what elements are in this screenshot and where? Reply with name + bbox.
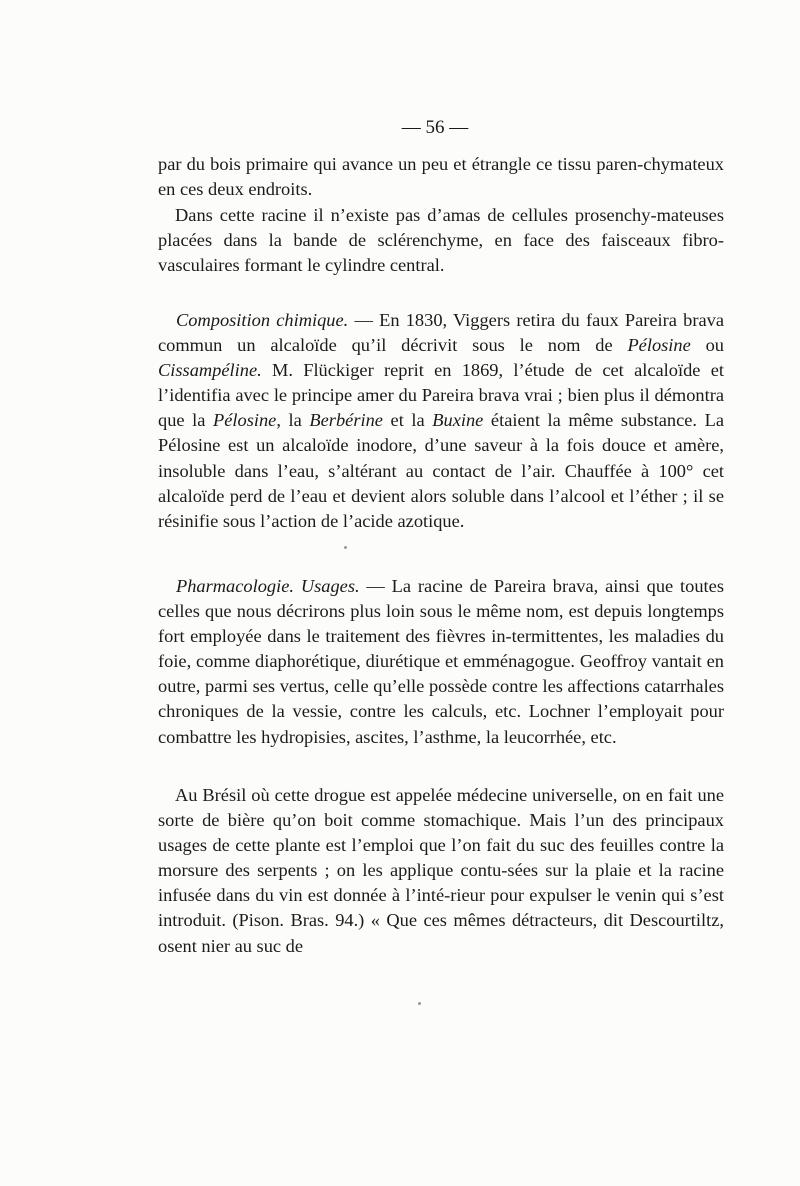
text-run: — La racine de Pareira brava, ainsi que toutes celles que nous décrirons plus loin sous le même nom, est depuis longtemps fort employée dans le traitement des fièvres in-termittentes, les maladies du foie, comme diaphorétique, diurétique et emménagogue. Geoffroy vantait en outre, parmi ses vertus, celle qu’elle possède contre les affections catarrhales chroniques de la vessie, contre les calculs, etc. Lochner l’employait pour combattre les hydropisies, ascites, l’asthme, la leucorrhée, etc. — [158, 576, 724, 747]
paper-speck — [418, 1002, 421, 1005]
paragraph-body — [158, 574, 724, 750]
substance-name: Berbérine — [309, 410, 383, 431]
text-run: — En 1830, Viggers retira du faux Pareira brava commun un alcaloïde qu’il décrivit sous le nom de — [158, 310, 725, 356]
text-run: étaient la même substance. La Pélosine est un alcaloïde inodore, d’une saveur à la fois douce et amère, insoluble dans l’eau, s’altérant au contact de l’air. Chauffée à 100° cet alcaloïde perd de l’eau et devient alors soluble dans l’alcool et l’éther ; il se résinifie sous l’action de l’acide azotique. — [158, 410, 725, 531]
page-number: — 56 — — [401, 117, 469, 138]
text-run: et la — [382, 410, 433, 431]
substance-name: Pélosine — [627, 335, 691, 356]
substance-name: Pélosine — [213, 410, 277, 431]
paragraph-bresil — [158, 783, 724, 959]
paragraph-continuation — [158, 152, 724, 202]
section-heading: Composition chimique. — [176, 310, 349, 330]
paragraph-text: Dans cette racine il n’existe pas d’amas de cellules prosenchy-mateuses placées dans la bande de sclérenchyme, en face des faisceaux fibro-vasculaires formant le cylindre central. — [158, 205, 724, 276]
text-run: , la — [276, 410, 310, 431]
text-run: M. Flückiger reprit en 1869, l’étude de cet alcaloïde et l’identifia avec le principe amer du Pareira brava vrai ; bien plus il démontra que la — [158, 360, 724, 431]
text-run: ou — [690, 335, 724, 356]
paragraph-sclerenchyme — [158, 203, 724, 278]
paragraph-composition-chimique — [158, 308, 724, 534]
substance-name: Buxine — [432, 410, 484, 431]
paper-speck — [344, 546, 347, 549]
paragraph-pharmacologie — [158, 574, 724, 750]
paragraph-text: par du bois primaire qui avance un peu et étrangle ce tissu paren-chymateux en ces deux endroits. — [158, 154, 724, 200]
paragraph-text: Au Brésil où cette drogue est appelée médecine universelle, on en fait une sorte de bière qu’on boit comme stomachique. Mais l’un des principaux usages de cette plante est l’emploi que l’on fait du suc des feuilles contre la morsure des serpents ; on les applique contu-sées sur la plaie et la racine infusée dans du vin est donnée à l’inté-rieur pour expulser le venin qui s’est introduit. (Pison. Bras. 94.) « Que ces mêmes détracteurs, dit Descourtiltz, osent nier au suc de — [158, 785, 724, 956]
substance-name: Cissampéline. — [158, 360, 262, 381]
section-heading: Pharmacologie. Usages. — [176, 576, 360, 596]
paragraph-body — [158, 308, 724, 534]
